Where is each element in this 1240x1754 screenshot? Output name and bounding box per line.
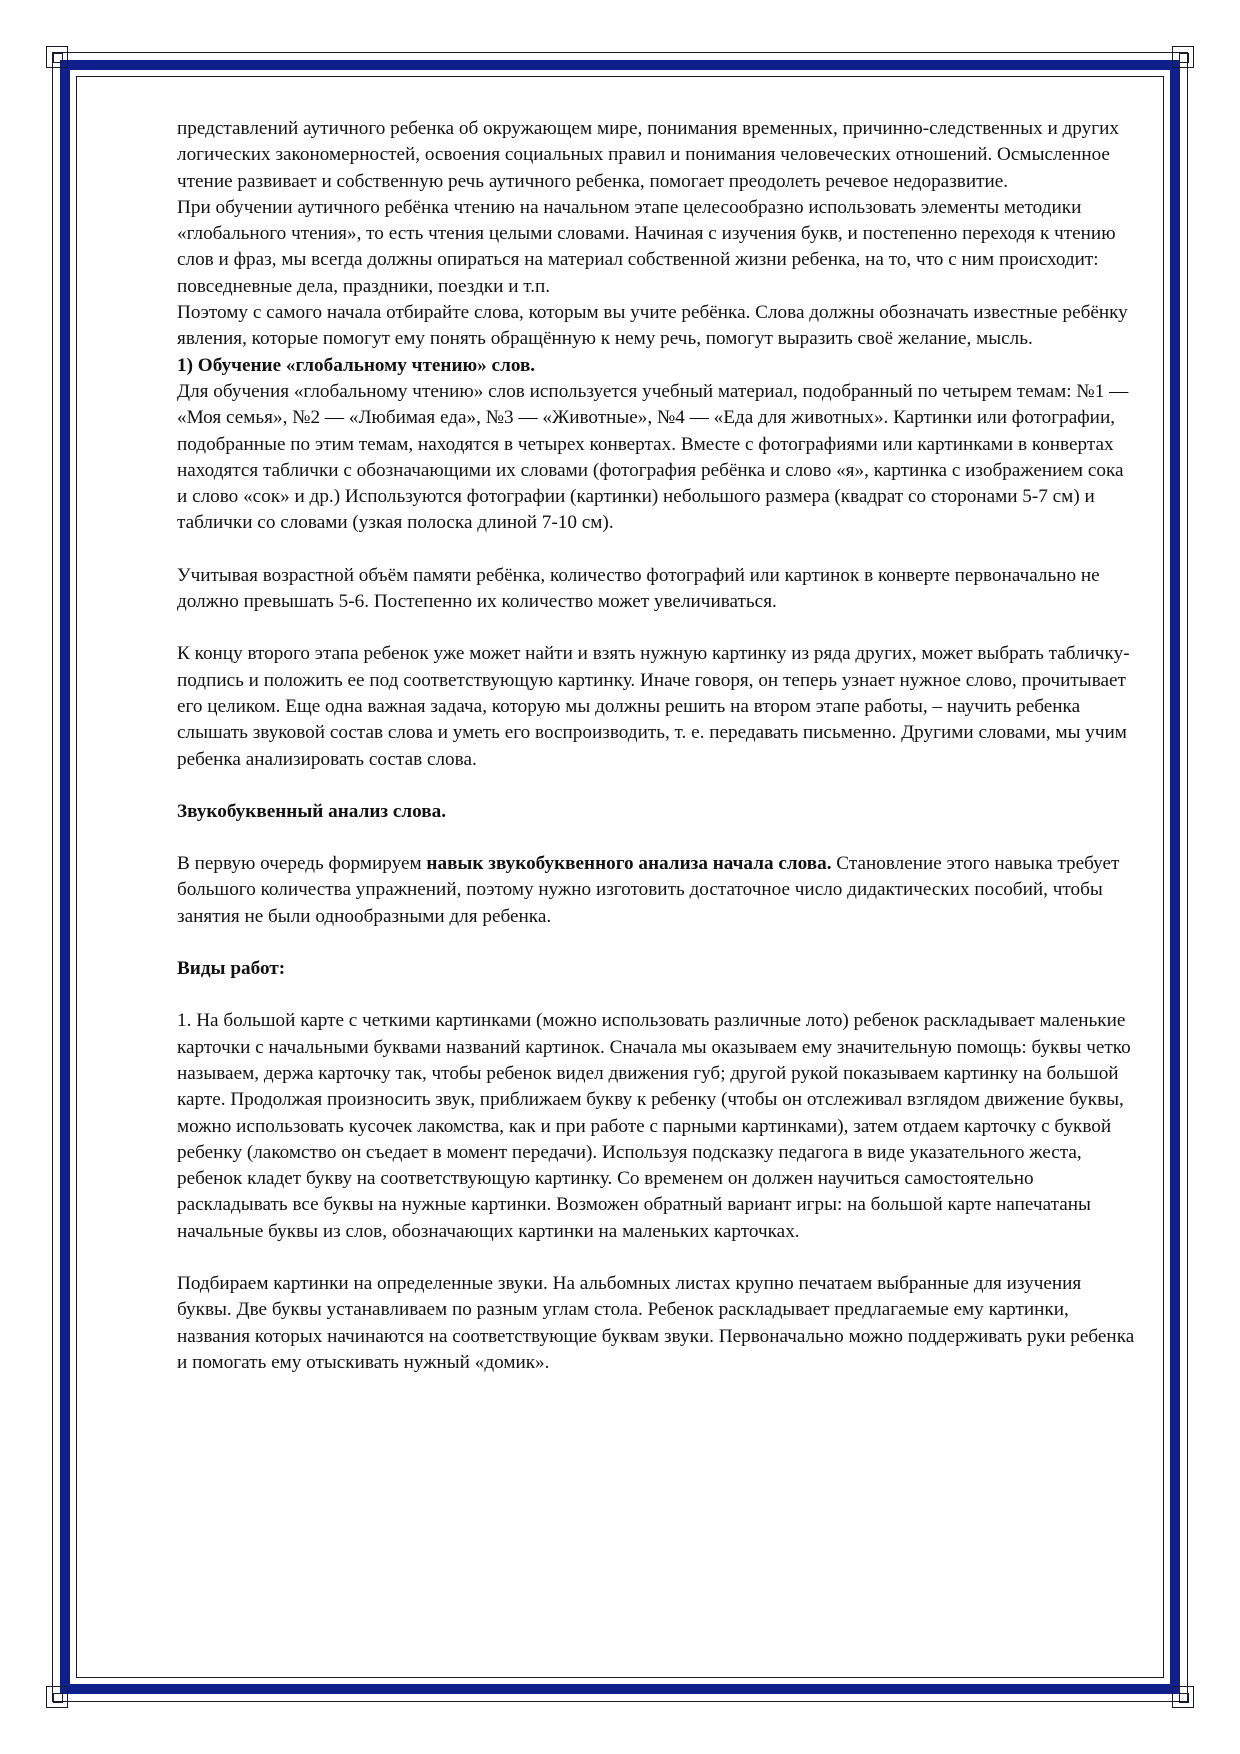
paragraph-gap: [177, 1245, 1137, 1271]
text-run-bold: навык звукобуквенного анализа начала слова.: [426, 853, 832, 875]
paragraph-gap: [177, 615, 1137, 641]
paragraph-gap: [177, 825, 1137, 851]
corner-ornament-top-right: [1172, 46, 1194, 68]
paragraph-memory-capacity: Учитывая возрастной объём памяти ребёнка, количество фотографий или картинок в конверте первоначально не должно превышать 5-6. Постепенно их количество может увеличиваться.: [177, 564, 1100, 613]
document-body: [177, 116, 1137, 1376]
text-run: В первую очередь формируем: [177, 853, 427, 875]
paragraph-global-reading-method: При обучении аутичного ребёнка чтению на начальном этапе целесообразно использовать элементы методики «глобального чтения», то есть чтения целыми словами. Начиная с изучения букв, и постепенно переходя к чтению слов и фраз, мы всегда должны опираться на материал собственной жизни ребенка, на то, что с ним происходит: повседневные дела, праздники, поездки и т.п.: [177, 196, 1116, 297]
paragraph-gap: [177, 537, 1137, 563]
paragraph-gap: [177, 773, 1137, 799]
paragraph-second-stage: К концу второго этапа ребенок уже может найти и взять нужную картинку из ряда других, может выбрать табличку-подпись и положить ее под соответствующую картинку. Иначе говоря, он теперь узнает нужное слово, прочитывает его целиком. Еще одна важная задача, которую мы должны решить на втором этапе работы, – научить ребенка слышать звуковой состав слова и уметь его воспроизводить, т. е. передавать письменно. Другими словами, мы учим ребенка анализировать состав слова.: [177, 643, 1130, 770]
paragraph-gap: [177, 930, 1137, 956]
paragraph-picture-sorting: Подбираем картинки на определенные звуки. На альбомных листах крупно печатаем выбранные для изучения буквы. Две буквы устанавливаем по разным углам стола. Ребенок раскладывает предлагаемые ему картинки, названия которых начинаются на соответствующие буквам звуки. Первоначально можно поддерживать руки ребенка и помогать ему отыскивать нужный «домик».: [177, 1272, 1135, 1373]
paragraph-teaching-materials: Для обучения «глобальному чтению» слов используется учебный материал, подобранный по четырем темам: №1 — «Моя семья», №2 — «Любимая еда», №3 — «Животные», №4 — «Еда для животных». Картинки или фотографии, подобранные по этим темам, находятся в четырех конвертах. Вместе с фотографиями или картинками в конвертах находятся таблички с обозначающими их словами (фотография ребёнка и слово «я», картинка с изображением сока и слово «сок» и др.) Используются фотографии (картинки) небольшого размера (квадрат со сторонами 5-7 см) и таблички со словами (узкая полоска длиной 7-10 см).: [177, 380, 1129, 534]
paragraph-word-selection: Поэтому с самого начала отбирайте слова, которым вы учите ребёнка. Слова должны обозначать известные ребёнку явления, которые помогут ему понять обращённую к нему речь, помогут выразить своё желание, мысль.: [177, 302, 1128, 350]
corner-ornament-bottom-left: [46, 1686, 68, 1708]
text-run: Становление этого навыка требует большого количества упражнений, поэтому нужно изготовить достаточное число дидактических пособий, чтобы занятия не были однообразными для ребенка.: [177, 853, 1120, 927]
heading-sound-letter-analysis: Звукобуквенный анализ слова.: [177, 800, 447, 822]
heading-work-types: Виды работ:: [177, 958, 286, 980]
paragraph-exercise-one: 1. На большой карте с четкими картинками (можно использовать различные лото) ребенок раскладывает маленькие карточки с начальными буквами названий картинок. Сначала мы оказываем ему значительную помощь: буквы четко называем, держа карточку так, чтобы ребенок видел движения губ; другой рукой показываем картинку на большой карте. Продолжая произносить звук, приближаем букву к ребенку (чтобы он отслеживал взглядом движение буквы, можно использовать кусочек лакомства, как и при работе с парными картинками), затем отдаем карточку с буквой ребенку (лакомство он съедает в момент передачи). Используя подсказку педагога в виде указательного жеста, ребенок кладет букву на соответствующую картинку. Со временем он должен научиться самостоятельно раскладывать все буквы на нужные картинки. Возможен обратный вариант игры: на большой карте напечатаны начальные буквы из слов, обозначающих картинки на маленьких карточках.: [177, 1010, 1131, 1242]
paragraph-gap: [177, 982, 1137, 1008]
heading-global-reading: 1) Обучение «глобальному чтению» слов.: [177, 354, 536, 376]
paragraph-first-priority: [177, 851, 1137, 930]
corner-ornament-bottom-right: [1172, 1686, 1194, 1708]
corner-ornament-top-left: [46, 46, 68, 68]
paragraph-reading-benefits: представлений аутичного ребенка об окружающем мире, понимания временных, причинно-следственных и других логических закономерностей, освоения социальных правил и понимания человеческих отношений. Осмысленное чтение развивает и собственную речь аутичного ребенка, помогает преодолеть речевое недоразвитие.: [177, 118, 1119, 192]
